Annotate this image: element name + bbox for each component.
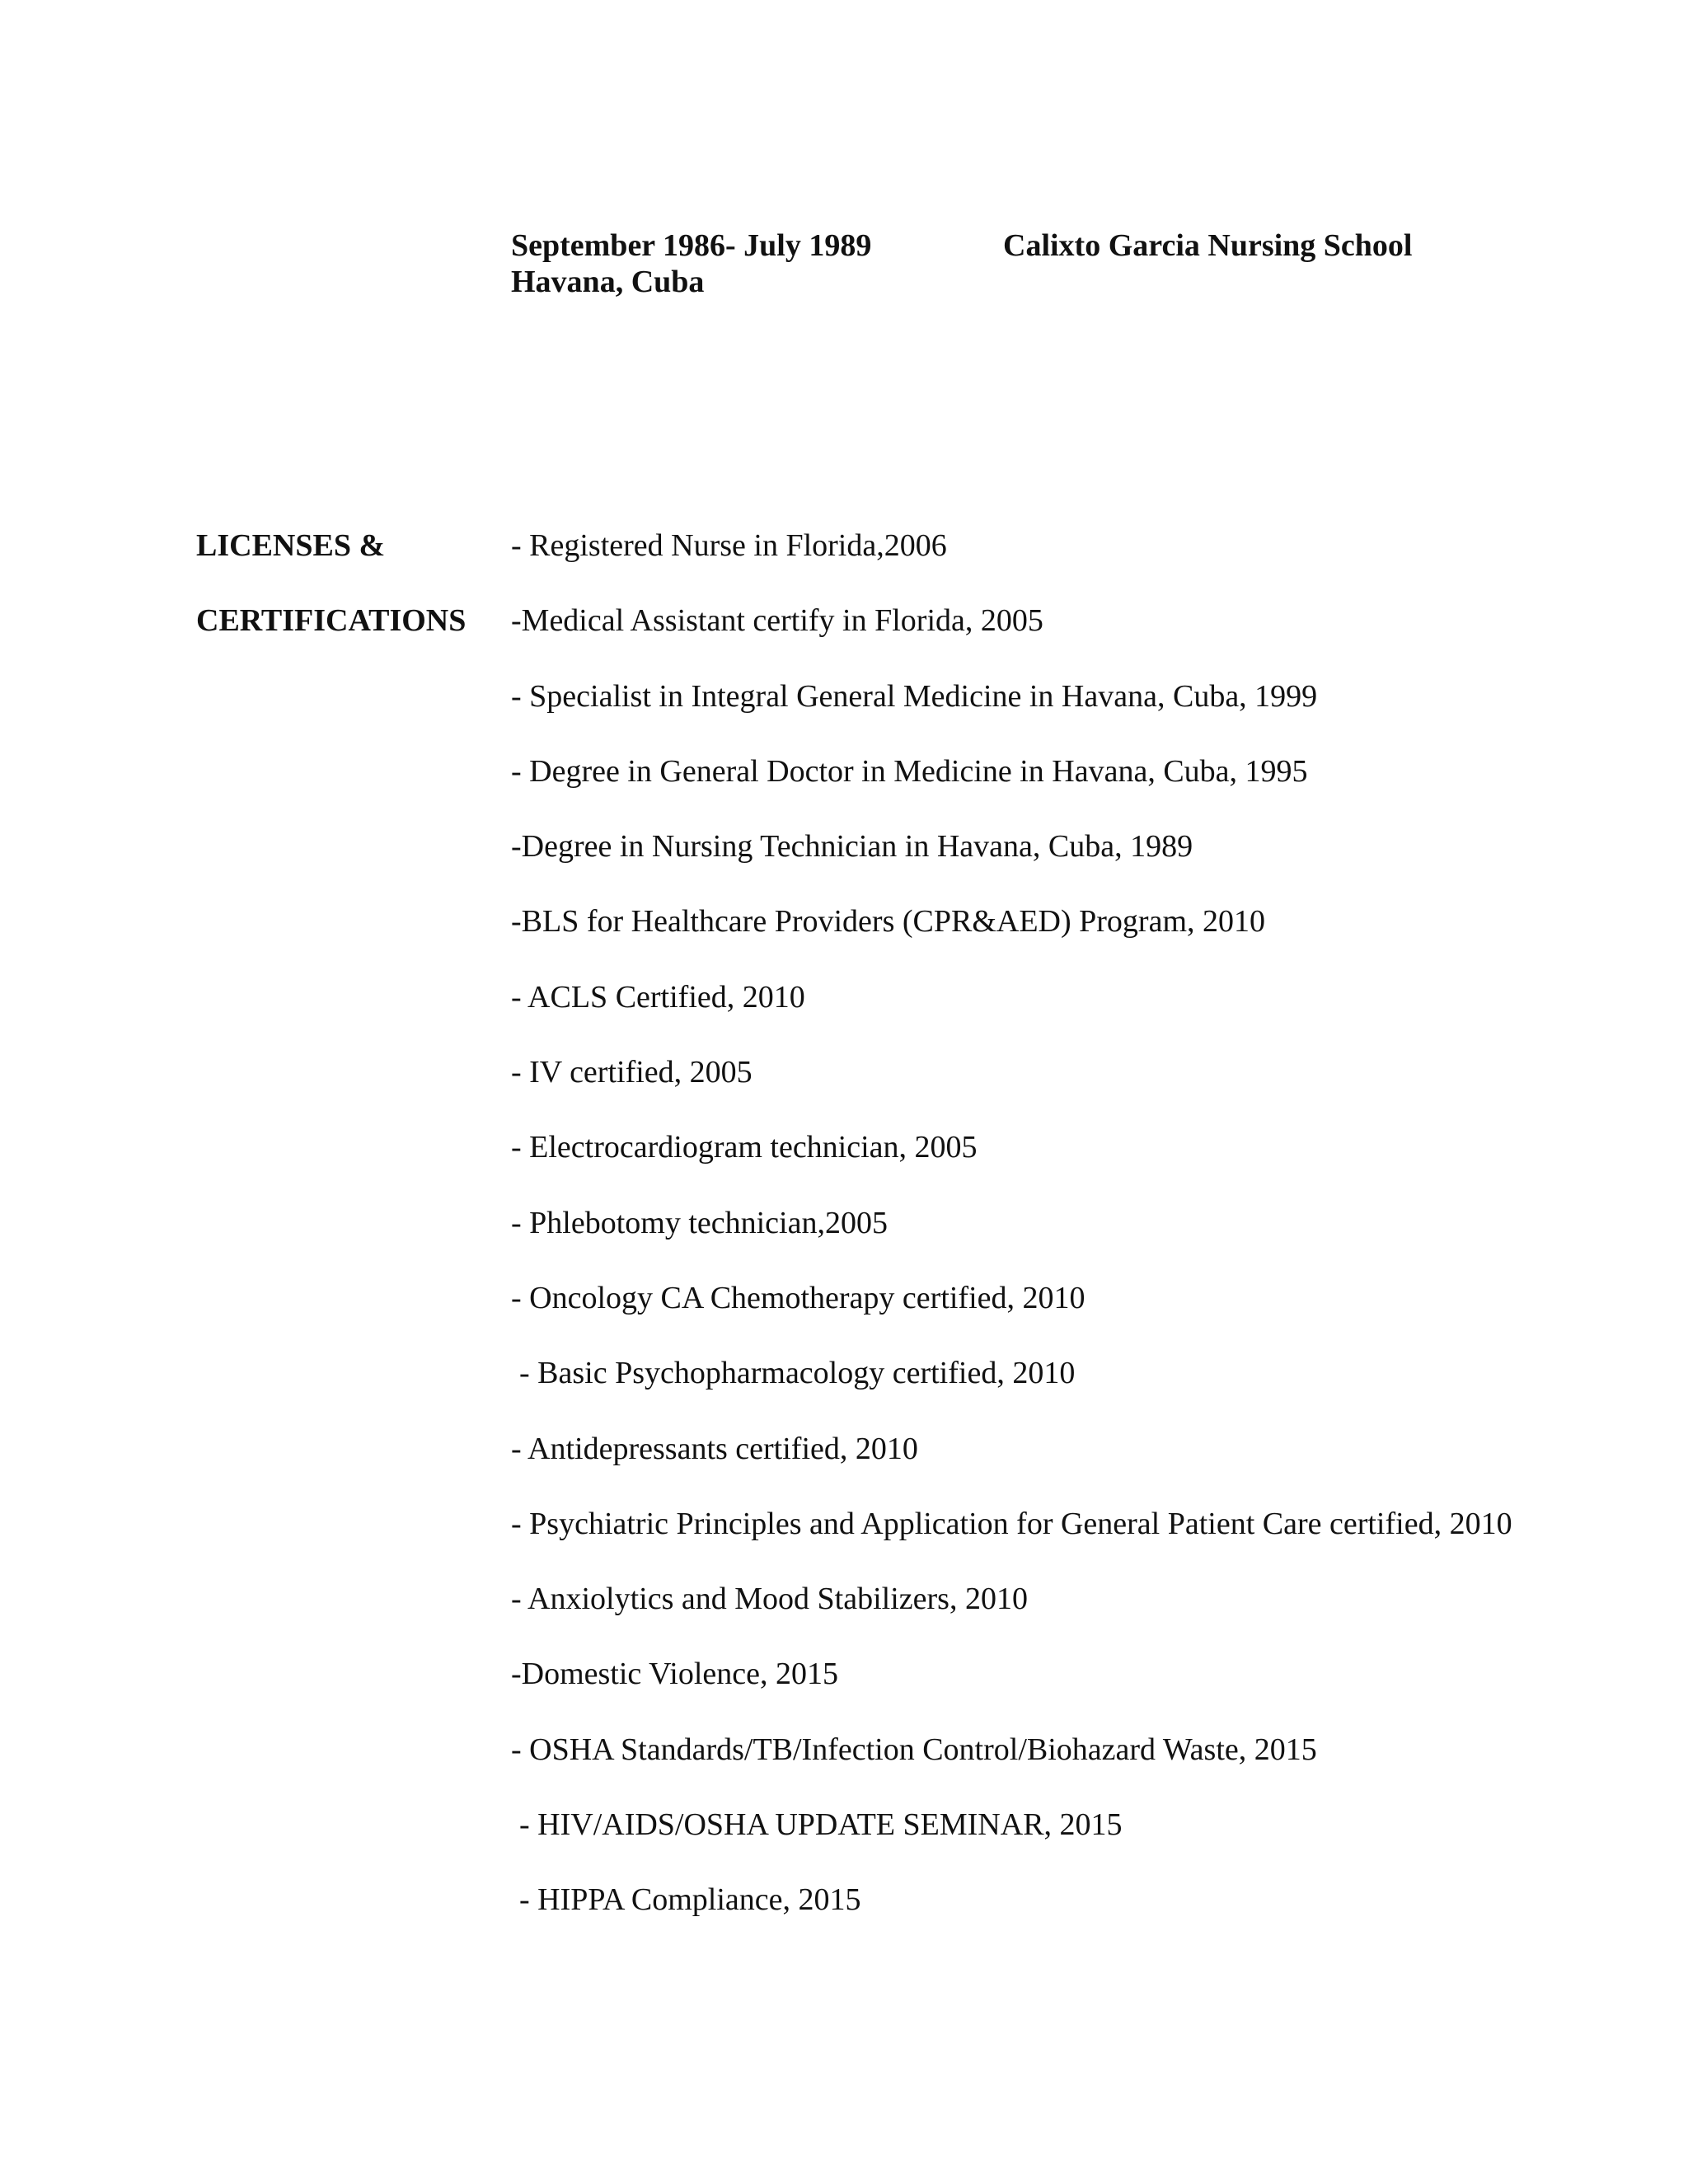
certification-item: - Antidepressants certified, 2010 (511, 1431, 918, 1466)
licenses-section-label-line2: CERTIFICATIONS (196, 603, 467, 638)
certification-item: - IV certified, 2005 (511, 1055, 753, 1090)
certification-item: - Psychiatric Principles and Application for General Patient Care certified, 2010 (511, 1506, 1512, 1541)
certification-item: -BLS for Healthcare Providers (CPR&AED) Program, 2010 (511, 904, 1266, 940)
certification-item: -Domestic Violence, 2015 (511, 1657, 838, 1692)
certification-item: - Oncology CA Chemotherapy certified, 2010 (511, 1280, 1085, 1315)
education-school: Calixto Garcia Nursing School (1003, 228, 1413, 263)
certification-item: - Registered Nurse in Florida,2006 (511, 528, 947, 563)
certification-item: - Degree in General Doctor in Medicine in Havana, Cuba, 1995 (511, 753, 1308, 789)
certification-item: -Degree in Nursing Technician in Havana, Cuba, 1989 (511, 829, 1193, 865)
certification-item: - HIPPA Compliance, 2015 (519, 1882, 861, 1918)
education-location: Havana, Cuba (511, 265, 705, 299)
certification-item: -Medical Assistant certify in Florida, 2005 (511, 603, 1043, 639)
certification-item: - Phlebotomy technician,2005 (511, 1205, 888, 1240)
certification-list (511, 527, 1665, 1957)
certification-item: - OSHA Standards/TB/Infection Control/Biohazard Waste, 2015 (511, 1732, 1317, 1767)
certification-item: - HIV/AIDS/OSHA UPDATE SEMINAR, 2015 (519, 1807, 1123, 1843)
certification-item: - ACLS Certified, 2010 (511, 979, 805, 1015)
certification-item: - Anxiolytics and Mood Stabilizers, 2010 (511, 1582, 1028, 1617)
certification-item: - Electrocardiogram technician, 2005 (511, 1130, 978, 1165)
licenses-section-label-line1: LICENSES & (196, 528, 386, 563)
certification-item: - Specialist in Integral General Medicine in Havana, Cuba, 1999 (511, 678, 1318, 714)
certification-item: - Basic Psychopharmacology certified, 2010 (519, 1356, 1076, 1391)
education-dates: September 1986- July 1989 (511, 228, 872, 263)
